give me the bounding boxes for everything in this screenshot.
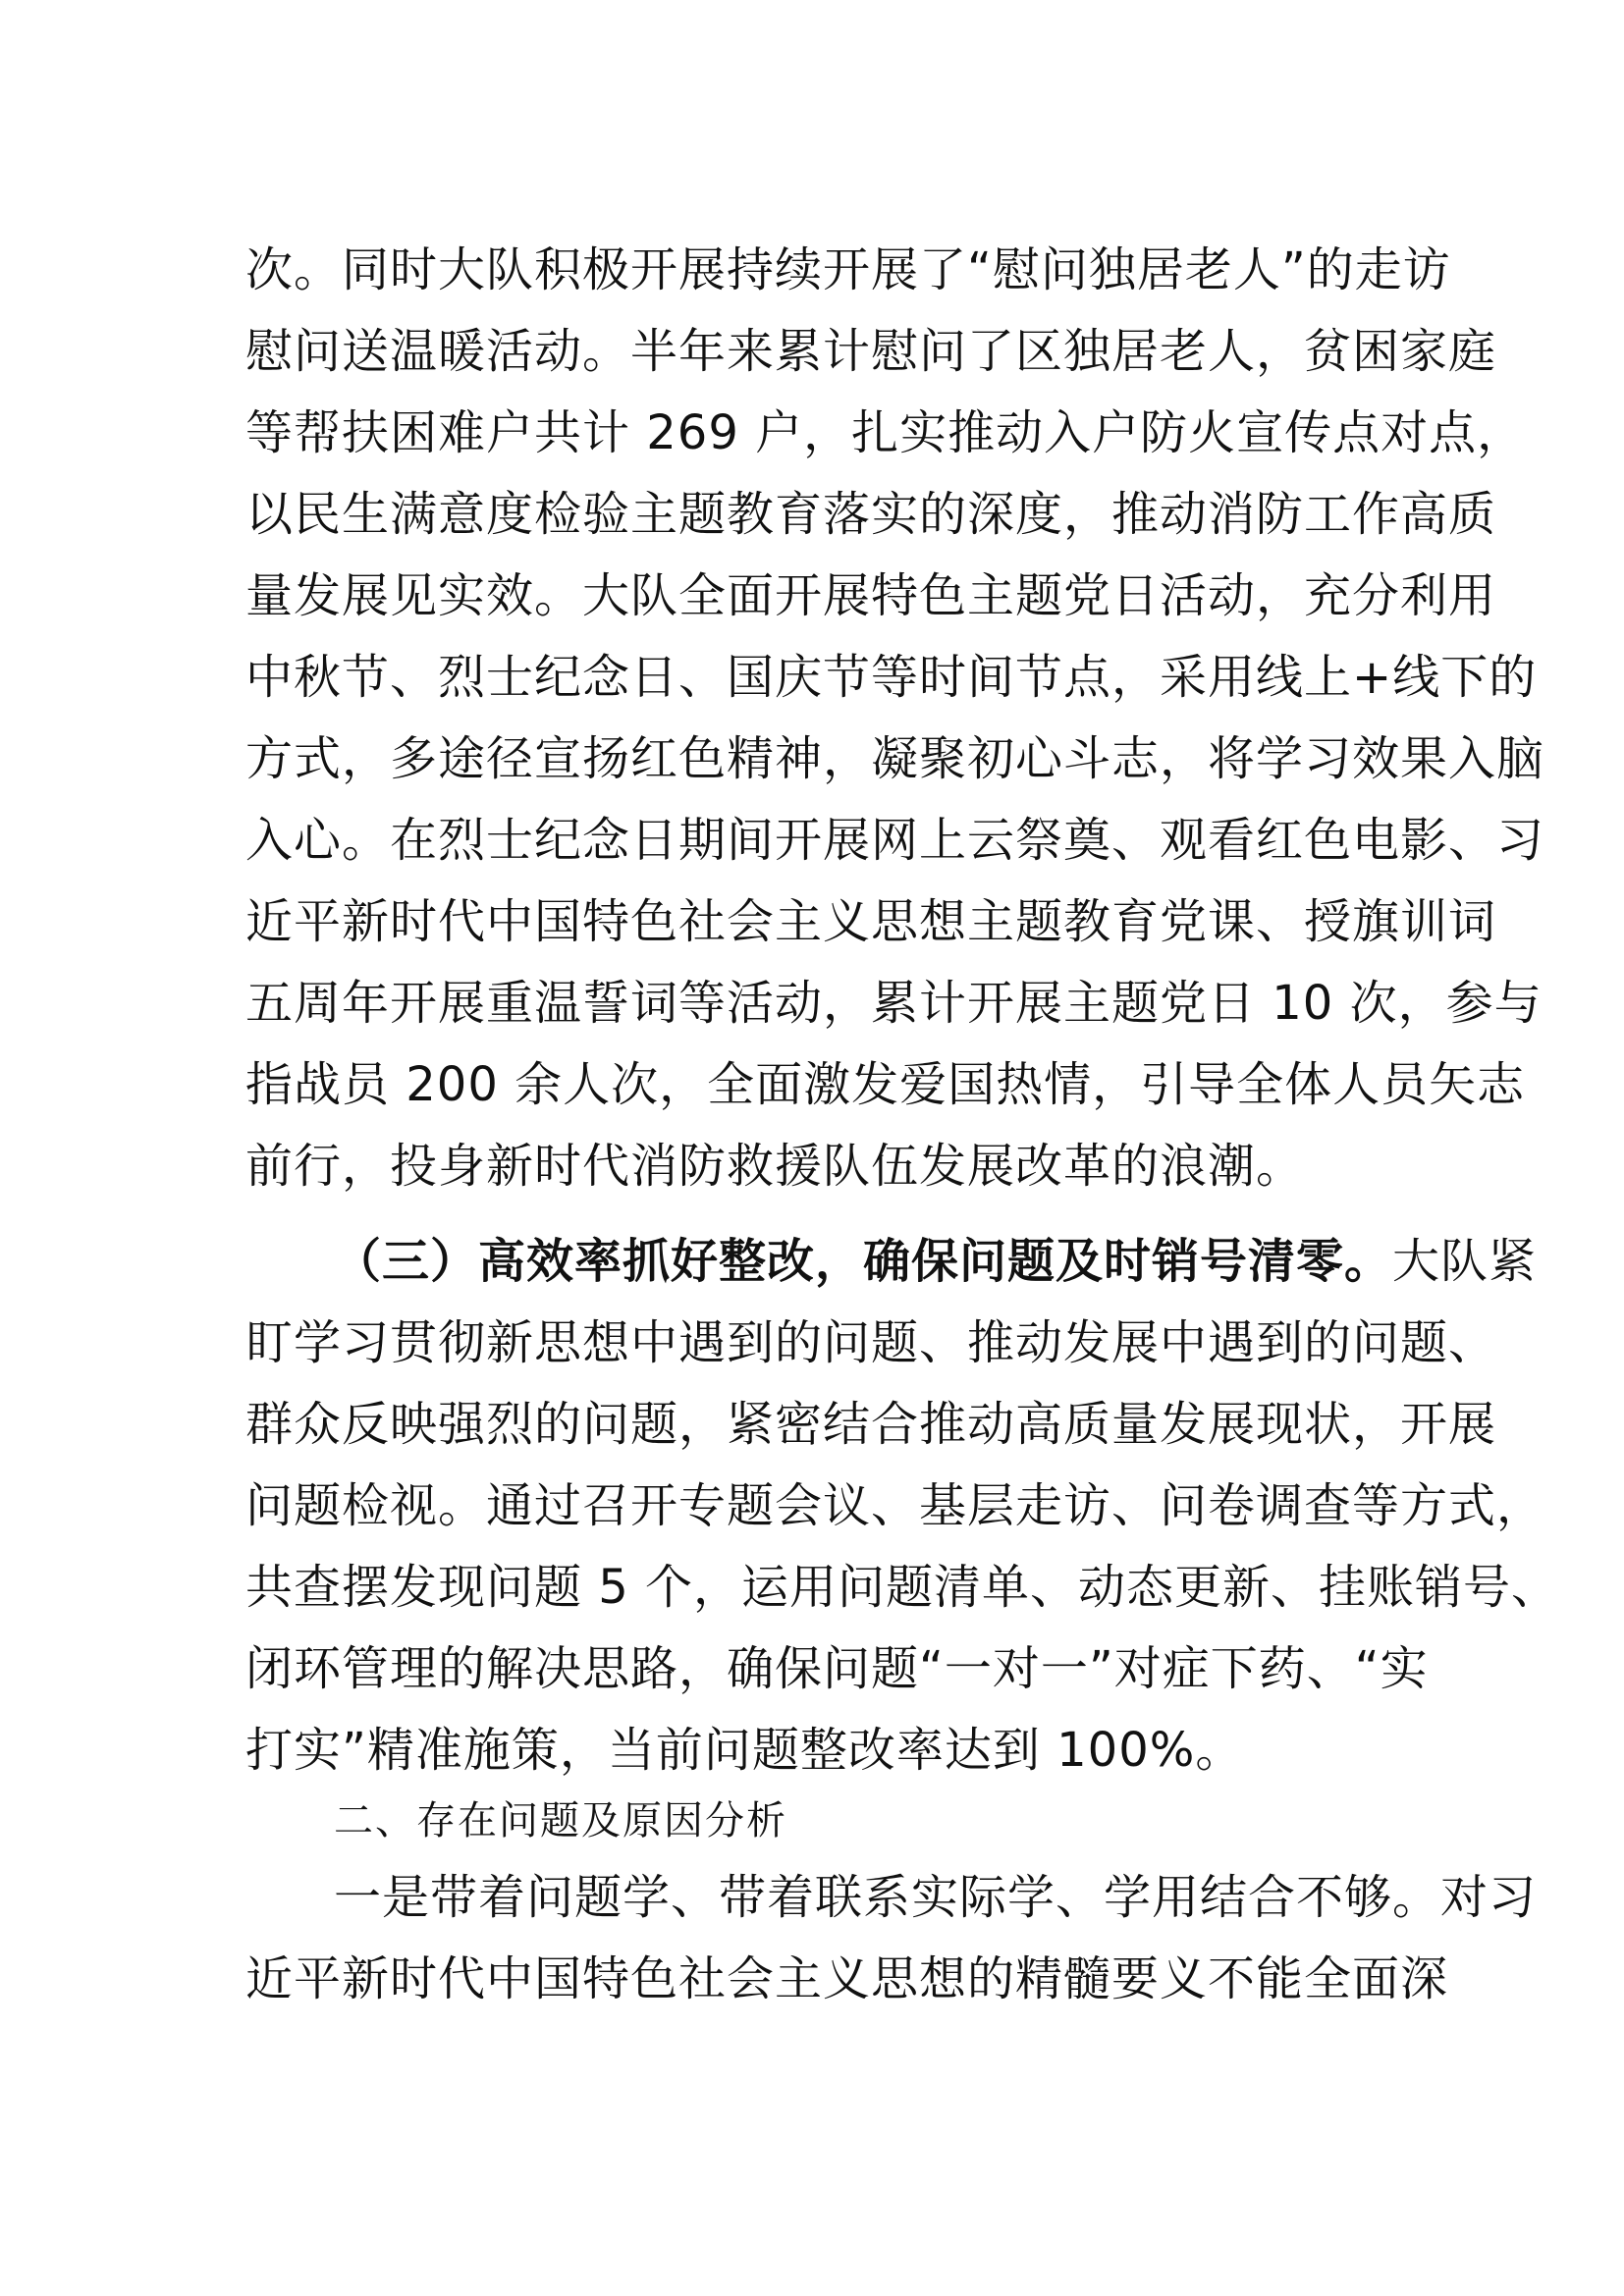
section-3-first-line [334,1232,1538,1291]
paragraph-line: 入心。在烈士纪念日期间开展网上云祭奠、观看红色电影、习 [245,813,1545,868]
section-heading-2: 二、存在问题及原因分析 [334,1798,787,1843]
paragraph-line: 打实”精准施策，当前问题整改率达到 100%。 [245,1723,1244,1778]
paragraph-line: 共查摆发现问题 5 个，运用问题清单、动态更新、挂账销号、 [245,1560,1560,1615]
paragraph-line: 群众反映强烈的问题，紧密结合推动高质量发展现状，开展 [245,1397,1497,1452]
paragraph-line: 量发展见实效。大队全面开展特色主题党日活动，充分利用 [245,568,1497,623]
paragraph-line: 近平新时代中国特色社会主义思想主题教育党课、授旗训词 [245,894,1497,949]
paragraph-line: 慰问送温暖活动。半年来累计慰问了区独居老人，贫困家庭 [245,324,1497,379]
paragraph-line: 中秋节、烈士纪念日、国庆节等时间节点，采用线上+线下的 [245,650,1538,705]
paragraph-line: 以民生满意度检验主题教育落实的深度，推动消防工作高质 [245,487,1497,542]
paragraph-line: 五周年开展重温誓词等活动，累计开展主题党日 10 次，参与 [245,976,1543,1031]
paragraph-line: 一是带着问题学、带着联系实际学、学用结合不够。对习 [334,1870,1538,1925]
section-3-title: （三）高效率抓好整改，确保问题及时销号清零。 [334,1234,1393,1289]
paragraph-line: 盯学习贯彻新思想中遇到的问题、推动发展中遇到的问题、 [245,1315,1497,1370]
paragraph-line: 方式，多途径宣扬红色精神，凝聚初心斗志，将学习效果入脑 [245,731,1545,786]
section-3-lead: 大队紧 [1392,1234,1538,1289]
paragraph-line: 闭环管理的解决思路，确保问题“一对一”对症下药、“实 [245,1641,1429,1696]
paragraph-line: 次。同时大队积极开展持续开展了“慰问独居老人”的走访 [245,242,1451,297]
paragraph-line: 指战员 200 余人次，全面激发爱国热情，引导全体人员矢志 [245,1057,1526,1112]
paragraph-line: 近平新时代中国特色社会主义思想的精髓要义不能全面深 [245,1951,1449,2006]
paragraph-line: 等帮扶困难户共计 269 户，扎实推动入户防火宣传点对点， [245,405,1526,460]
paragraph-line: 问题检视。通过召开专题会议、基层走访、问卷调查等方式， [245,1478,1545,1533]
paragraph-line: 前行，投身新时代消防救援队伍发展改革的浪潮。 [245,1139,1305,1194]
